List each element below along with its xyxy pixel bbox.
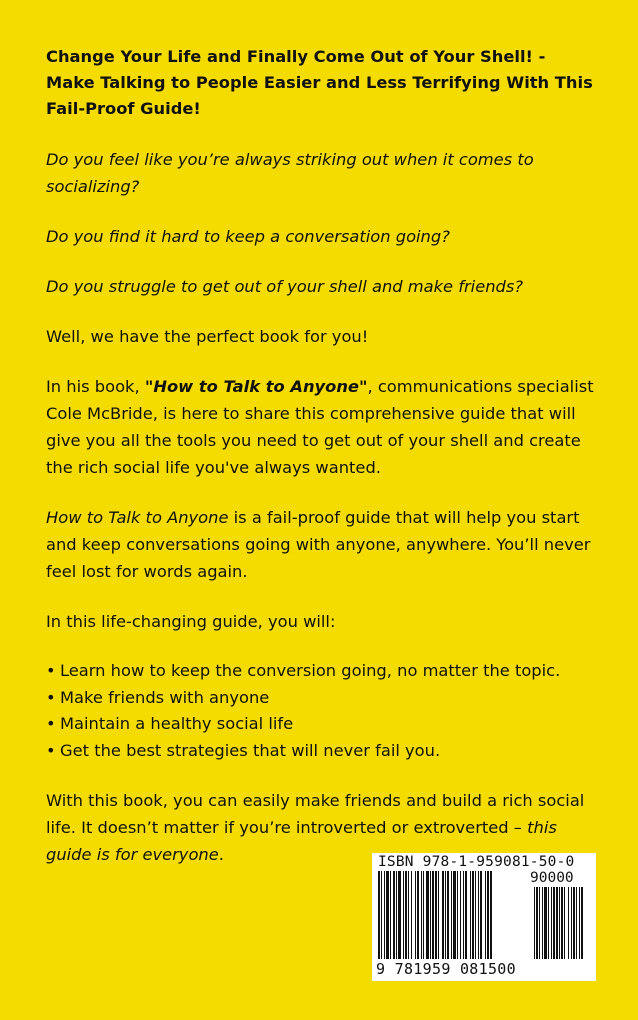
barcode-bar xyxy=(432,871,434,959)
addon-bar xyxy=(571,887,572,959)
barcode-bar xyxy=(415,871,416,959)
list-item-text: Maintain a healthy social life xyxy=(60,714,294,733)
list-item-text: Make friends with anyone xyxy=(60,687,270,707)
barcode-bar xyxy=(463,871,464,959)
list-intro: In this life-changing guide, you will: xyxy=(46,612,336,631)
bullet-icon: • xyxy=(46,661,56,680)
barcode-bar xyxy=(490,871,492,959)
bullet-icon: • xyxy=(46,740,56,760)
addon-bar xyxy=(556,887,558,959)
barcode-bar xyxy=(460,871,461,959)
closing-end: . xyxy=(218,845,224,864)
barcode-bar xyxy=(451,871,452,959)
barcode-bar xyxy=(487,871,489,959)
closing-text: With this book, you can easily make friends and build a rich social life. It doesn’t matter if you’re introverted or extroverted – xyxy=(46,791,585,837)
barcode-bar xyxy=(426,871,429,959)
barcode-bar xyxy=(445,871,446,959)
addon-bar xyxy=(561,887,563,959)
addon-bar xyxy=(548,887,549,959)
addon-bar xyxy=(551,887,552,959)
question-1: Do you feel like you’re always striking out when it comes to socializing? xyxy=(46,150,534,196)
barcode-bar xyxy=(465,871,467,959)
addon-code: 90000 xyxy=(530,870,574,886)
list-item xyxy=(46,711,596,738)
addon-bar xyxy=(536,887,538,959)
barcode-bar xyxy=(478,871,479,959)
addon-bar xyxy=(553,887,555,959)
addon-bar xyxy=(579,887,580,959)
list-item-text: Get the best strategies that will never fail you. xyxy=(60,740,441,760)
book-title-quoted: "How to Talk to Anyone" xyxy=(144,377,368,396)
para2-rest: is a fail-proof guide that will help you start and keep conversations going with anyone, anywhere. You’ll never feel lost for words again. xyxy=(46,508,591,581)
addon-bar xyxy=(534,887,535,959)
bullet-icon: • xyxy=(46,687,56,707)
addon-bar xyxy=(573,887,575,959)
blurb xyxy=(46,44,596,891)
barcode-bar xyxy=(447,871,449,959)
barcode-bar xyxy=(472,871,474,959)
para1-rest: , communications specialist Cole McBride, is here to share this comprehensive guide that will give you all the tools you need to get out of your shell and create the rich social life you've always wanted. xyxy=(46,377,594,477)
barcode-bar xyxy=(453,871,456,959)
barcode-bar xyxy=(480,871,482,959)
list-item xyxy=(46,658,596,685)
barcode-bar xyxy=(417,871,419,959)
barcode-bar xyxy=(378,871,380,959)
list-item xyxy=(46,685,596,712)
barcode-bar xyxy=(396,871,397,959)
addon-bar xyxy=(568,887,569,959)
question-2: Do you find it hard to keep a conversation going? xyxy=(46,227,450,246)
barcode-bar xyxy=(411,871,412,959)
bullet-icon: • xyxy=(46,714,56,733)
barcode-bar xyxy=(423,871,424,959)
closing-italic: this guide is for everyone xyxy=(46,818,557,864)
addon-bar xyxy=(564,887,565,959)
book-title: How to Talk to Anyone xyxy=(46,508,229,527)
addon-bar xyxy=(581,887,583,959)
ean-digits: 9 781959 081500 xyxy=(376,960,516,978)
barcode-bar xyxy=(390,871,391,959)
barcode-bar xyxy=(485,871,486,959)
barcode-bar xyxy=(398,871,401,959)
barcode-bar xyxy=(405,871,407,959)
barcode-bar xyxy=(438,871,439,959)
addon-bar xyxy=(576,887,577,959)
barcode-bar xyxy=(408,871,409,959)
para1-prefix: In his book, xyxy=(46,377,145,396)
barcode-bar xyxy=(457,871,458,959)
question-3: Do you struggle to get out of your shell and make friends? xyxy=(46,277,523,296)
list-item xyxy=(46,738,596,765)
barcode-bar xyxy=(470,871,471,959)
addon-bar xyxy=(542,887,543,959)
intro-line: Well, we have the perfect book for you! xyxy=(46,327,369,346)
barcode-bar xyxy=(381,871,382,959)
barcode-bar xyxy=(421,871,422,959)
barcode-bars xyxy=(378,871,592,961)
isbn-label: ISBN 978-1-959081-50-0 xyxy=(378,854,575,870)
benefits-list xyxy=(46,658,596,764)
paragraph-description xyxy=(46,504,596,585)
paragraph-author xyxy=(46,373,596,481)
barcode-bar xyxy=(386,871,389,959)
headline: Change Your Life and Finally Come Out of Your Shell! - Make Talking to People Easier and Less Terrifying With This Fail-Proof Guide! xyxy=(46,47,593,118)
barcode-bar xyxy=(430,871,431,959)
addon-bar xyxy=(544,887,547,959)
barcode-bar xyxy=(475,871,476,959)
barcode-bar xyxy=(435,871,437,959)
list-item-text: Learn how to keep the conversion going, no matter the topic. xyxy=(60,661,561,680)
barcode-bar xyxy=(442,871,444,959)
addon-bar xyxy=(539,887,540,959)
isbn-barcode xyxy=(372,853,596,981)
barcode-bar xyxy=(403,871,404,959)
barcode-bar xyxy=(384,871,385,959)
addon-bar xyxy=(559,887,560,959)
barcode-bar xyxy=(393,871,395,959)
